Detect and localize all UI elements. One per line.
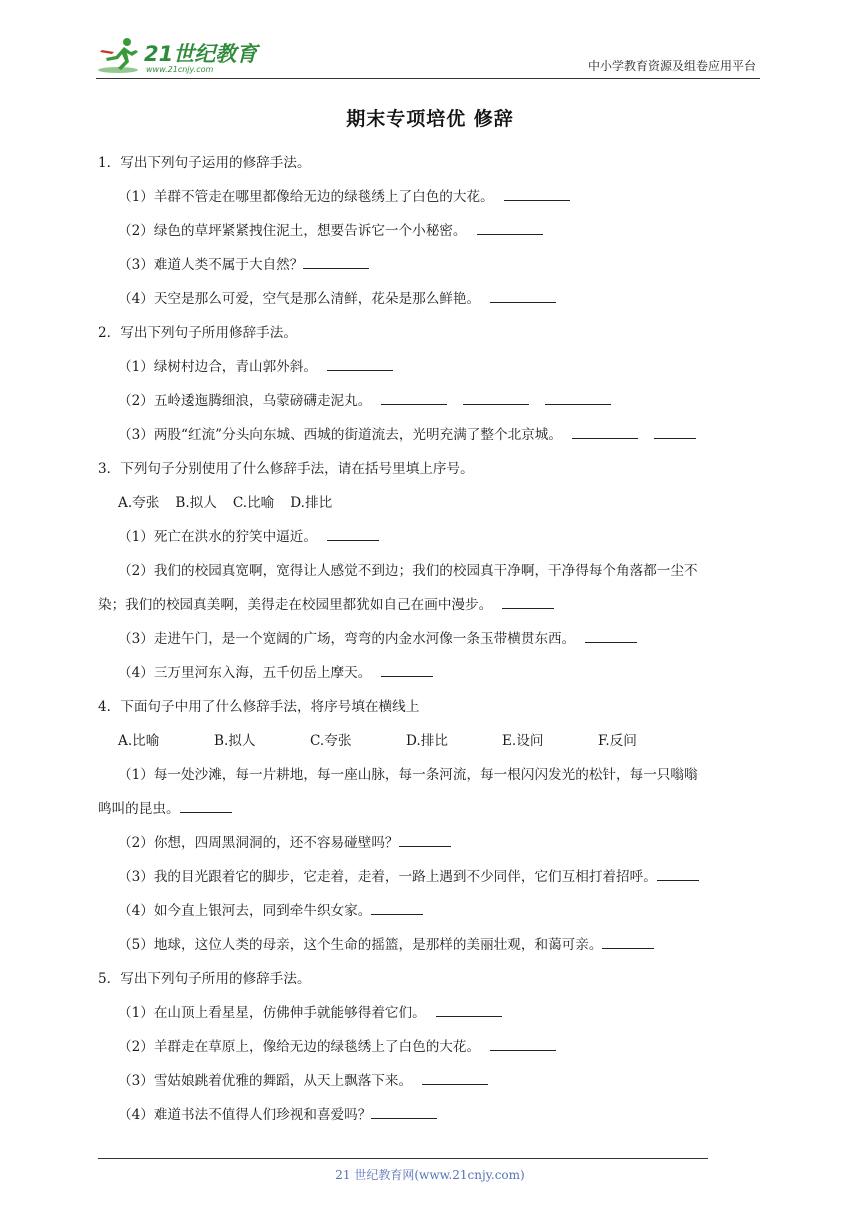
answer-blank[interactable] (657, 864, 699, 881)
question-item: （3）难道人类不属于大自然？ (98, 248, 762, 282)
question-item: （2）我们的校园真宽啊，宽得让人感觉不到边；我们的校园真干净啊，干净得每个角落都一尘不 (118, 563, 698, 579)
svg-text:www.21cnjy.com: www.21cnjy.com (146, 65, 214, 74)
question-item: （1）每一处沙滩，每一片耕地，每一座山脉，每一条河流，每一根闪闪发光的松针，每一只嗡嗡 (118, 767, 698, 783)
platform-name: 中小学教育资源及组卷应用平台 (587, 59, 756, 73)
question-item: （4）天空是那么可爱，空气是那么清鲜，花朵是那么鲜艳。 (98, 282, 762, 316)
question-item: （1）羊群不管走在哪里都像给无边的绿毯绣上了白色的大花。 (98, 180, 762, 214)
site-logo (96, 34, 266, 76)
option: B.拟人 (214, 733, 256, 749)
runner-logo-icon (96, 34, 266, 76)
question-title: 2．写出下列句子所用修辞手法。 (98, 325, 297, 341)
option: A.夸张 (118, 495, 160, 511)
question-item-continuation: 鸣叫的昆虫。 (98, 792, 762, 826)
question-item: （2）羊群走在草原上，像给无边的绿毯绣上了白色的大花。 (98, 1030, 762, 1064)
answer-blank[interactable] (572, 422, 638, 439)
answer-blank[interactable] (303, 252, 369, 269)
question-title: 3．下列句子分别使用了什么修辞手法，请在括号里填上序号。 (98, 461, 474, 477)
option: C.夸张 (310, 733, 352, 749)
question-1 (98, 146, 762, 316)
option: F.反问 (598, 733, 637, 749)
question-item: （2）绿色的草坪紧紧拽住泥土，想要告诉它一个小秘密。 (98, 214, 762, 248)
answer-blank[interactable] (504, 184, 570, 201)
answer-blank[interactable] (436, 1000, 502, 1017)
question-item: （3）雪姑娘跳着优雅的舞蹈，从天上飘落下来。 (98, 1064, 762, 1098)
question-3 (98, 452, 762, 690)
question-item-continuation: 染；我们的校园真美啊，美得走在校园里都犹如自己在画中漫步。 (98, 588, 762, 622)
answer-blank[interactable] (585, 626, 637, 643)
question-item: （2）你想，四周黑洞洞的，还不容易碰壁吗？ (98, 826, 762, 860)
page-header (96, 34, 760, 79)
question-title: 4．下面句子中用了什么修辞手法，将序号填在横线上 (98, 699, 420, 715)
page-title: 期末专项培优 修辞 (346, 108, 514, 130)
answer-blank[interactable] (371, 1102, 437, 1119)
question-item: （3）两股“红流”分头向东城、西城的街道流去，光明充满了整个北京城。 (98, 418, 762, 452)
answer-blank[interactable] (477, 218, 543, 235)
answer-blank[interactable] (422, 1068, 488, 1085)
answer-blank[interactable] (463, 388, 529, 405)
question-2 (98, 316, 762, 452)
question-list (98, 146, 762, 1132)
option: D.排比 (290, 495, 333, 511)
svg-text:21世纪教育: 21世纪教育 (144, 42, 258, 66)
answer-blank[interactable] (602, 932, 654, 949)
option: C.比喻 (232, 495, 275, 511)
answer-blank[interactable] (502, 592, 554, 609)
option: A.比喻 (118, 733, 160, 749)
answer-blank[interactable] (327, 354, 393, 371)
option-list (98, 486, 762, 520)
question-item: （2）五岭逶迤腾细浪，乌蒙磅礴走泥丸。 (98, 384, 762, 418)
option-list (98, 724, 762, 758)
footer-link[interactable]: 21 世纪教育网(www.21cnjy.com) (335, 1168, 525, 1182)
answer-blank[interactable] (381, 660, 433, 677)
question-item: （5）地球，这位人类的母亲，这个生命的摇篮，是那样的美丽壮观，和蔼可亲。 (98, 928, 762, 962)
answer-blank[interactable] (180, 796, 232, 813)
question-item: （3）走进午门，是一个宽阔的广场，弯弯的内金水河像一条玉带横贯东西。 (98, 622, 762, 656)
answer-blank[interactable] (399, 830, 451, 847)
answer-blank[interactable] (381, 388, 447, 405)
footer-divider (98, 1158, 708, 1159)
answer-blank[interactable] (490, 286, 556, 303)
question-5 (98, 962, 762, 1132)
option: D.排比 (406, 733, 448, 749)
question-item: （1）死亡在洪水的狞笑中逼近。 (98, 520, 762, 554)
answer-blank[interactable] (654, 422, 696, 439)
question-item: （1）在山顶上看星星，仿佛伸手就能够得着它们。 (98, 996, 762, 1030)
question-title: 1．写出下列句子运用的修辞手法。 (98, 155, 311, 171)
answer-blank[interactable] (545, 388, 611, 405)
option: B.拟人 (175, 495, 217, 511)
question-item: （4）难道书法不值得人们珍视和喜爱吗？ (98, 1098, 762, 1132)
question-title: 5．写出下列句子所用的修辞手法。 (98, 971, 311, 987)
answer-blank[interactable] (327, 524, 379, 541)
question-item: （1）绿树村边合，青山郭外斜。 (98, 350, 762, 384)
answer-blank[interactable] (490, 1034, 556, 1051)
option: E.设问 (502, 733, 544, 749)
answer-blank[interactable] (371, 898, 423, 915)
question-item: （4）如今直上银河去，同到牵牛织女家。 (98, 894, 762, 928)
question-item: （3）我的目光跟着它的脚步，它走着，走着，一路上遇到不少同伴，它们互相打着招呼。 (98, 860, 762, 894)
question-4 (98, 690, 762, 962)
question-item: （4）三万里河东入海，五千仞岳上摩天。 (98, 656, 762, 690)
